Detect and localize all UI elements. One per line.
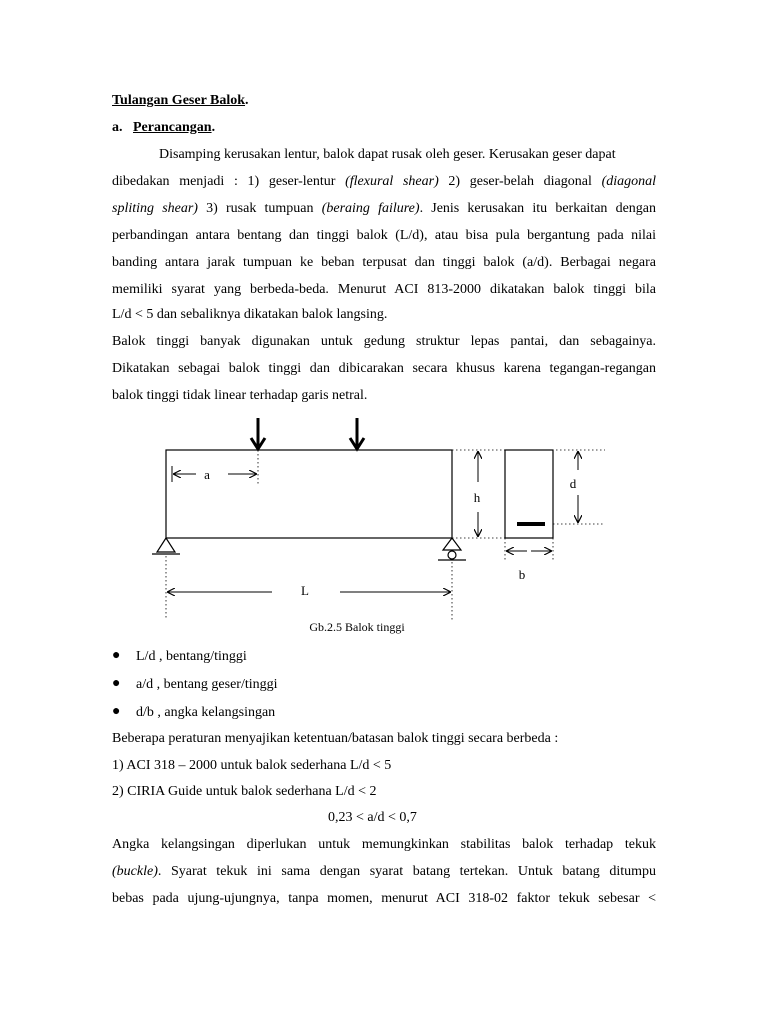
para2-line3: balok tinggi tidak linear terhadap garis netral.	[112, 388, 368, 403]
para4-line2: (buckle). Syarat tekuk ini sama dengan syarat batang tertekan. Untuk batang ditumpu	[112, 864, 656, 879]
section-heading: a. Perancangan.	[112, 120, 216, 135]
document-heading: Tulangan Geser Balok.	[112, 93, 249, 108]
label-d: d	[569, 476, 577, 491]
label-b: b	[518, 567, 526, 582]
para4-line3: bebas pada ujung-ujungnya, tanpa momen, menurut ACI 318-02 faktor tekuk sebesar <	[112, 891, 656, 906]
para1-line6: memiliki syarat yang berbeda-beda. Menurut ACI 813-2000 dikatakan balok tinggi bila	[112, 282, 656, 297]
beam-elevation	[166, 450, 452, 538]
deep-beam-figure	[0, 410, 768, 640]
label-a: a	[204, 467, 210, 482]
para1-line2: dibedakan menjadi : 1) geser-lentur (flexural shear) 2) geser-belah diagonal (diagonal	[112, 174, 657, 189]
para4-line1: Angka kelangsingan diperlukan untuk memungkinkan stabilitas balok terhadap tekuk	[112, 837, 656, 852]
bullet-marker: ●	[112, 704, 121, 719]
para1-line1: Disamping kerusakan lentur, balok dapat rusak oleh geser. Kerusakan geser dapat	[159, 147, 616, 162]
para1-line7: L/d < 5 dan sebaliknya dikatakan balok langsing.	[112, 307, 388, 322]
para2-line1: Balok tinggi banyak digunakan untuk gedung struktur lepas pantai, dan sebagainya.	[112, 334, 656, 349]
load-arrow-left	[251, 418, 265, 449]
section-label: a.	[112, 120, 123, 135]
list-item: d/b , angka kelangsingan	[136, 705, 276, 720]
list-item: a/d , bentang geser/tinggi	[136, 677, 278, 692]
roller-support	[438, 538, 466, 560]
para3-line1: Beberapa peraturan menyajikan ketentuan/batasan balok tinggi secara berbeda :	[112, 731, 559, 746]
bullet-marker: ●	[112, 676, 121, 691]
dimension-a	[172, 466, 256, 482]
figure-caption: Gb.2.5 Balok tinggi	[309, 620, 405, 634]
section-title: Perancangan	[133, 120, 212, 135]
para1-line3: spliting shear) 3) rusak tumpuan (beraing failure). Jenis kerusakan itu berkaitan dengan	[112, 201, 657, 216]
reinforcement-bar	[517, 522, 545, 526]
para3-line2: 1) ACI 318 – 2000 untuk balok sederhana L/d < 5	[112, 758, 392, 773]
label-L: L	[301, 583, 309, 598]
para3-line4: 0,23 < a/d < 0,7	[328, 810, 417, 825]
heading-title: Tulangan Geser Balok	[112, 93, 246, 108]
bullet-marker: ●	[112, 648, 121, 663]
para1-line5: banding antara jarak tumpuan ke beban terpusat dan tinggi balok (a/d). Berbagai negara	[112, 255, 656, 270]
list-item: L/d , bentang/tinggi	[136, 649, 247, 664]
label-h: h	[473, 490, 481, 505]
para3-line3: 2) CIRIA Guide untuk balok sederhana L/d < 2	[112, 784, 377, 799]
para2-line2: Dikatakan sebagai balok tinggi dan dibicarakan secara khusus karena tegangan-regangan	[112, 361, 656, 376]
para1-line4: perbandingan antara bentang dan tinggi balok (L/d), atau bisa pula bergantung pada nilai	[112, 228, 656, 243]
load-arrow-right	[350, 418, 364, 449]
pin-support	[152, 538, 180, 554]
